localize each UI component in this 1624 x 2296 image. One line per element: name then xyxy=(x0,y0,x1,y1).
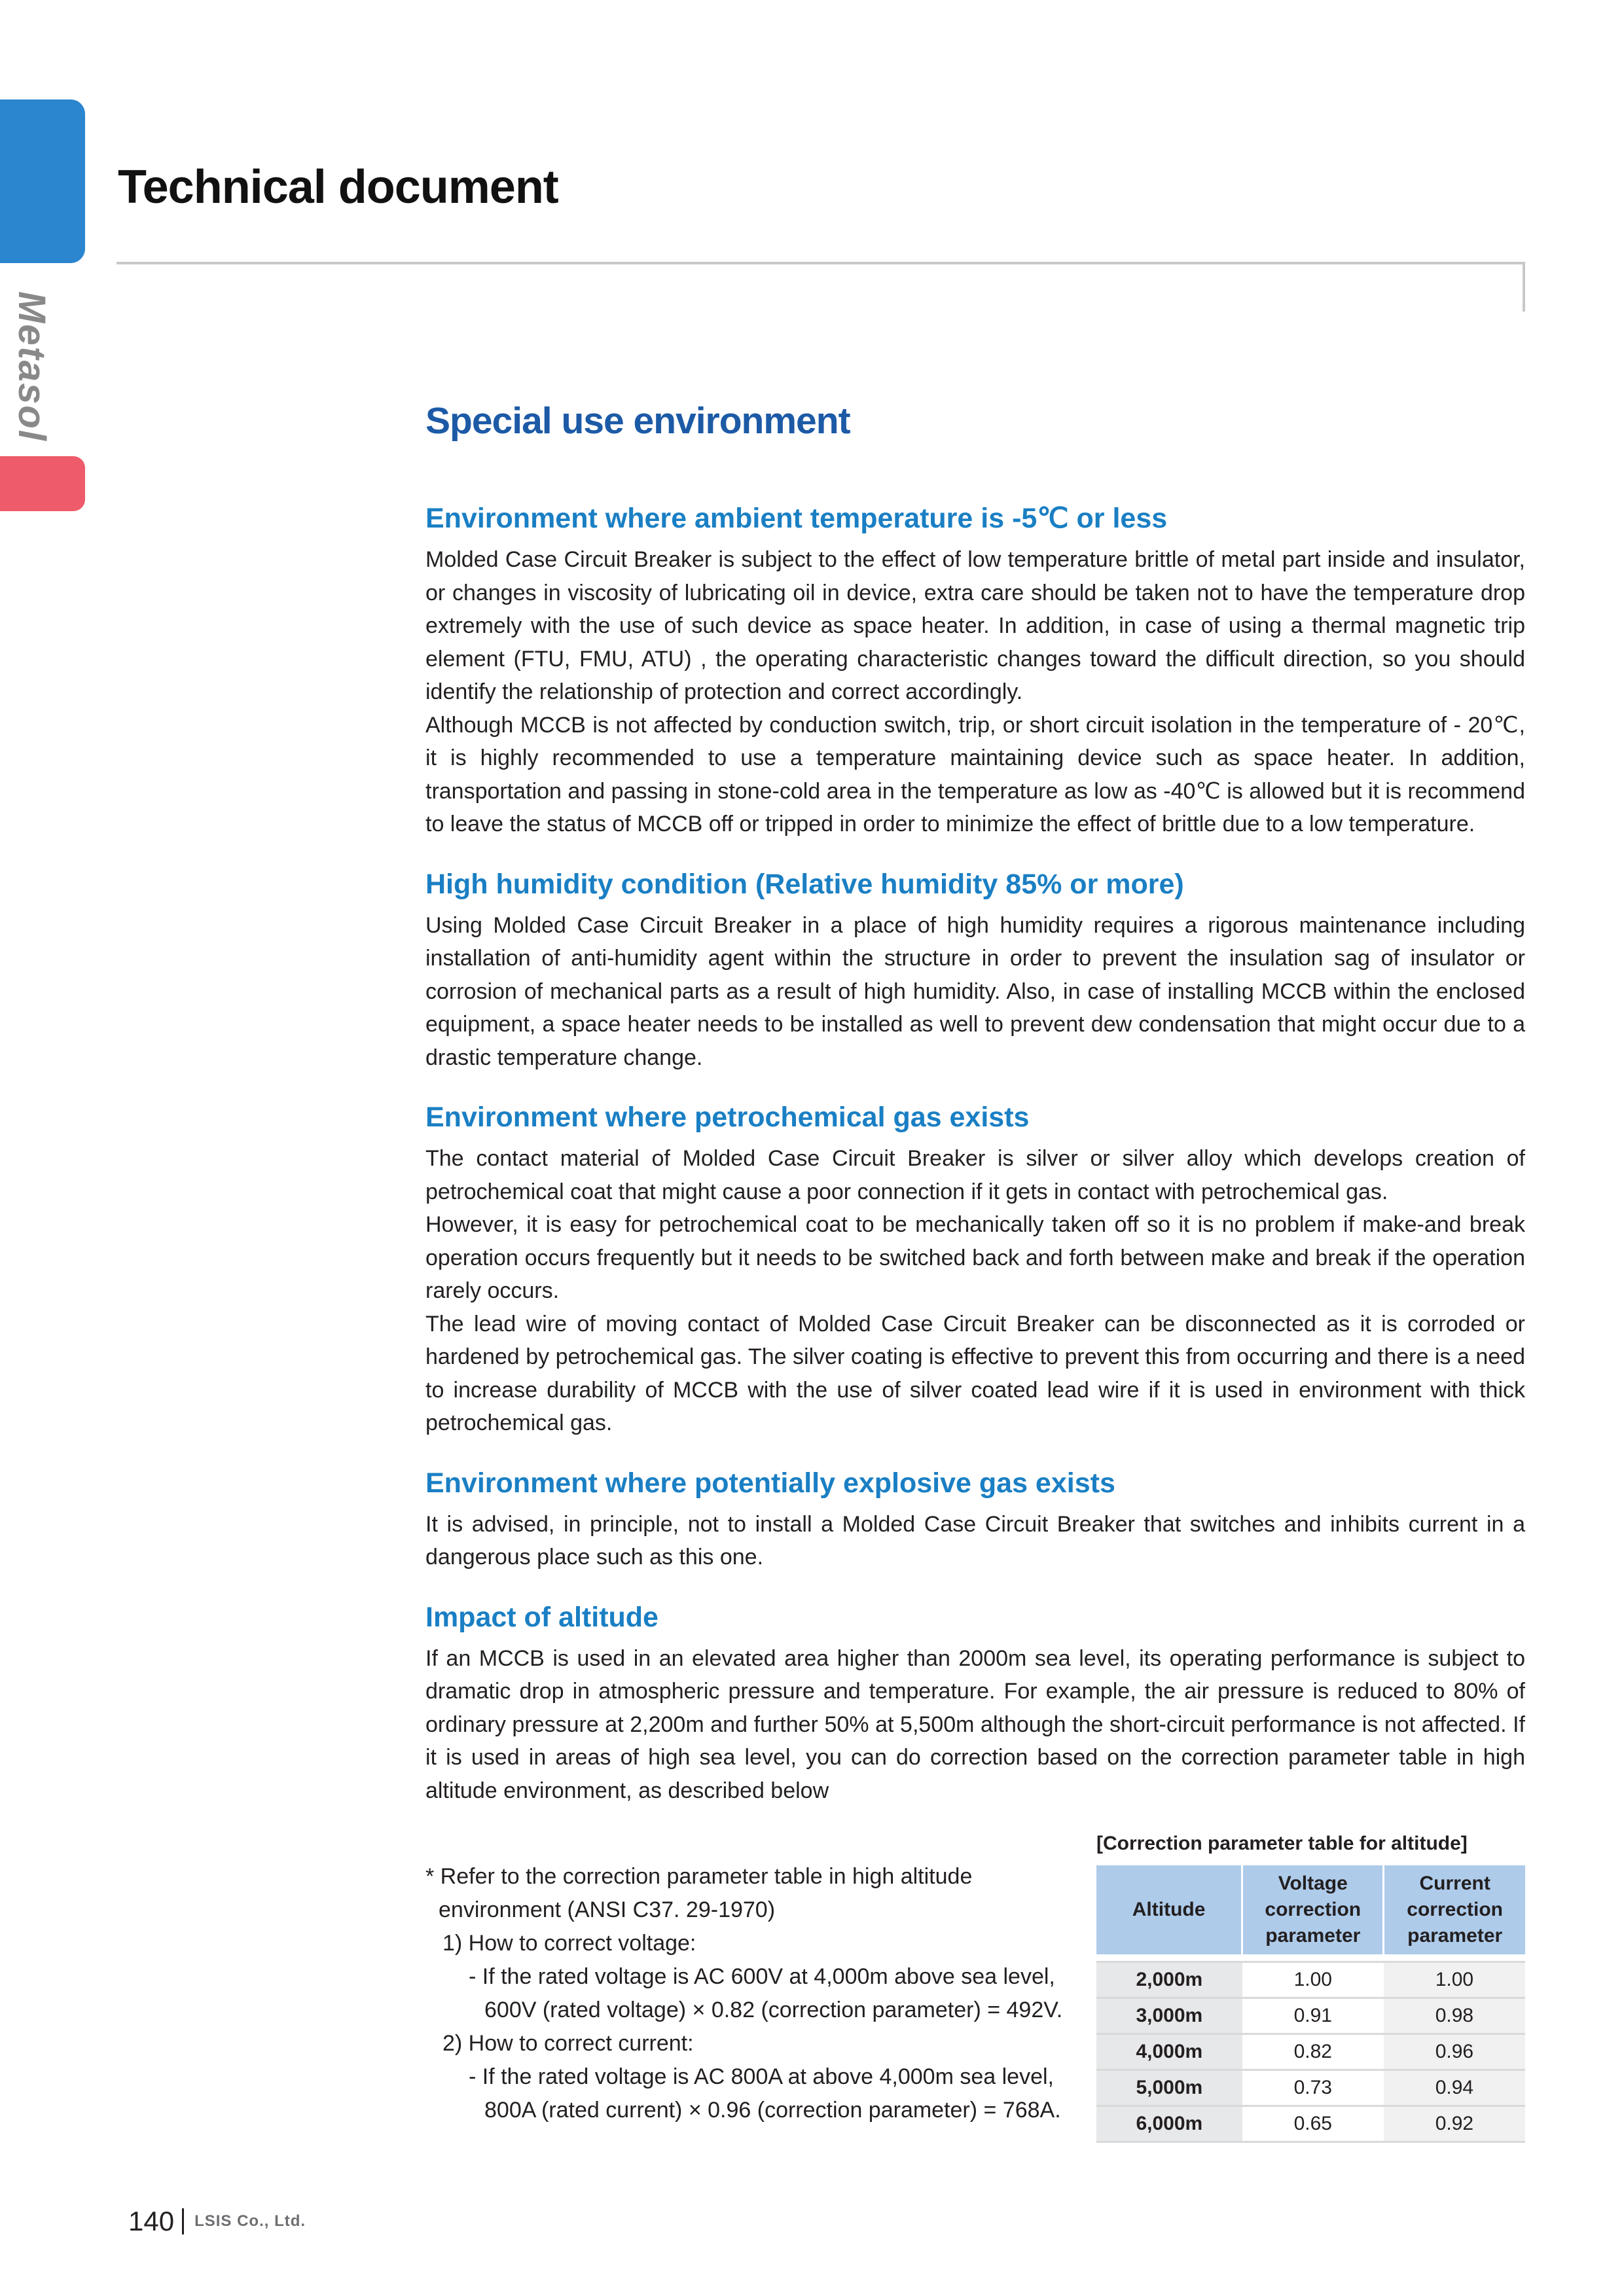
subsection-title: Impact of altitude xyxy=(425,1601,659,1633)
document-header-title: Technical document xyxy=(118,161,558,213)
main-content xyxy=(425,399,1525,1832)
table-header-row xyxy=(1096,1865,1525,1954)
header-current-correction: Current correction parameter xyxy=(1384,1865,1525,1954)
company-name: LSIS Co., Ltd. xyxy=(194,2212,306,2230)
subsection-title: Environment where petrochemical gas exists xyxy=(425,1102,1030,1133)
note-line: - If the rated voltage is AC 600V at 4,000m above sea level, xyxy=(469,1964,1055,1989)
sidebar-brand-label: Metasol xyxy=(10,291,53,442)
paragraph: The contact material of Molded Case Circuit Breaker is silver or silver alloy which develops creation of petrochemical coat that might cause a poor connection if it gets in contact with petrochemical gas. xyxy=(425,1146,1525,1204)
paragraph: Using Molded Case Circuit Breaker in a place of high humidity requires a rigorous maintenance including installation of anti-humidity agent within the structure in order to prevent the insulation sag of insulator or corrosion of mechanical parts as a result of high humidity. Also, in case of installing MCCB within the enclosed equipment, a space heater needs to be installed as well to prevent dew condensation that might occur due to a drastic temperature change. xyxy=(425,912,1525,1070)
note-voltage-heading: 1) How to correct voltage: xyxy=(442,1931,696,1956)
section-altitude xyxy=(425,1599,1525,1808)
altitude-cell: 6,000m xyxy=(1096,2106,1242,2142)
altitude-cell: 2,000m xyxy=(1096,1962,1242,1998)
current-cell: 0.94 xyxy=(1384,2070,1525,2106)
paragraph: The lead wire of moving contact of Molded Case Circuit Breaker can be disconnected as it is corroded or hardened by petrochemical gas. The silver coating is effective to prevent this from occurring and there is a need to increase durability of MCCB with the use of silver coated lead wire if it is used in environment with thick petrochemical gas. xyxy=(425,1311,1525,1435)
header-divider xyxy=(117,262,1525,264)
voltage-cell: 0.65 xyxy=(1242,2106,1384,2142)
table-row xyxy=(1096,1998,1525,2034)
paragraph: However, it is easy for petrochemical coat to be mechanically taken off so it is no problem if make-and break operation occurs frequently but it needs to be switched back and forth between make and break if the operation rarely occurs. xyxy=(425,1212,1525,1303)
current-cell: 1.00 xyxy=(1384,1962,1525,1998)
section-petrochemical-gas xyxy=(425,1099,1525,1440)
current-cell: 0.96 xyxy=(1384,2034,1525,2070)
sidebar-tab-red xyxy=(0,456,85,511)
altitude-correction-table xyxy=(1096,1865,1525,2143)
voltage-cell: 0.91 xyxy=(1242,1998,1384,2034)
subsection-title: Environment where ambient temperature is -5℃ or less xyxy=(425,503,1168,534)
paragraph: If an MCCB is used in an elevated area higher than 2000m sea level, its operating performance is subject to dramatic drop in atmospheric pressure and temperature. For example, the air pressure is reduced to 80% of ordinary pressure at 2,200m and further 50% at 5,500m although the short-circuit performance is not affected. If it is used in areas of high sea level, you can do correction based on the correction parameter table in high altitude environment, as described below xyxy=(425,1645,1525,1803)
altitude-cell: 4,000m xyxy=(1096,2034,1242,2070)
subsection-title: High humidity condition (Relative humidity 85% or more) xyxy=(425,868,1184,900)
table-row xyxy=(1096,1962,1525,1998)
sidebar-tab-blue xyxy=(0,99,85,263)
note-line: 800A (rated current) × 0.96 (correction parameter) = 768A. xyxy=(484,2098,1061,2123)
section-explosive-gas xyxy=(425,1465,1525,1574)
header-divider-end xyxy=(1523,262,1525,312)
table-caption: [Correction parameter table for altitude] xyxy=(1096,1833,1468,1854)
note-line: environment (ANSI C37. 29-1970) xyxy=(439,1897,776,1922)
footer-divider xyxy=(182,2208,184,2234)
current-cell: 0.92 xyxy=(1384,2106,1525,2142)
subsection-title: Environment where potentially explosive gas exists xyxy=(425,1467,1115,1499)
section-low-temperature xyxy=(425,500,1525,841)
header-altitude: Altitude xyxy=(1096,1865,1242,1954)
altitude-cell: 5,000m xyxy=(1096,2070,1242,2106)
altitude-correction-area xyxy=(425,1833,1525,2147)
paragraph: It is advised, in principle, not to install a Molded Case Circuit Breaker that switches and inhibits current in a dangerous place such as this one. xyxy=(425,1511,1525,1570)
altitude-cell: 3,000m xyxy=(1096,1998,1242,2034)
note-line: * Refer to the correction parameter table in high altitude xyxy=(425,1864,973,1889)
correction-note xyxy=(425,1860,1080,2127)
section-title: Special use environment xyxy=(425,400,850,442)
paragraph: Molded Case Circuit Breaker is subject to the effect of low temperature brittle of metal part inside and insulator, or changes in viscosity of lubricating oil in device, extra care should be taken not to have the temperature drop extremely with the use of such device as space heater. In addition, in case of using a thermal magnetic trip element (FTU, FMU, ATU) , the operating characteristic changes toward the difficult direction, so you should identify the relationship of protection and correct accordingly. xyxy=(425,547,1525,704)
voltage-cell: 0.82 xyxy=(1242,2034,1384,2070)
paragraph: Although MCCB is not affected by conduction switch, trip, or short circuit isolation in the temperature of - 20℃, it is highly recommended to use a temperature maintaining device such as space heater. In addition, transportation and passing in stone-cold area in the temperature as low as -40℃ is allowed but it is recommend to leave the status of MCCB off or tripped in order to minimize the effect of brittle due to a low temperature. xyxy=(425,712,1525,836)
table-row xyxy=(1096,2106,1525,2142)
note-current-heading: 2) How to correct current: xyxy=(442,2031,694,2056)
table-row xyxy=(1096,2034,1525,2070)
voltage-cell: 0.73 xyxy=(1242,2070,1384,2106)
note-line: 600V (rated voltage) × 0.82 (correction parameter) = 492V. xyxy=(484,1998,1063,2022)
current-cell: 0.98 xyxy=(1384,1998,1525,2034)
note-line: - If the rated voltage is AC 800A at above 4,000m sea level, xyxy=(469,2064,1054,2089)
table-row xyxy=(1096,2070,1525,2106)
page-footer xyxy=(128,2206,306,2237)
voltage-cell: 1.00 xyxy=(1242,1962,1384,1998)
header-voltage-correction: Voltage correction parameter xyxy=(1242,1865,1384,1954)
page-number: 140 xyxy=(128,2206,175,2236)
section-high-humidity xyxy=(425,866,1525,1075)
